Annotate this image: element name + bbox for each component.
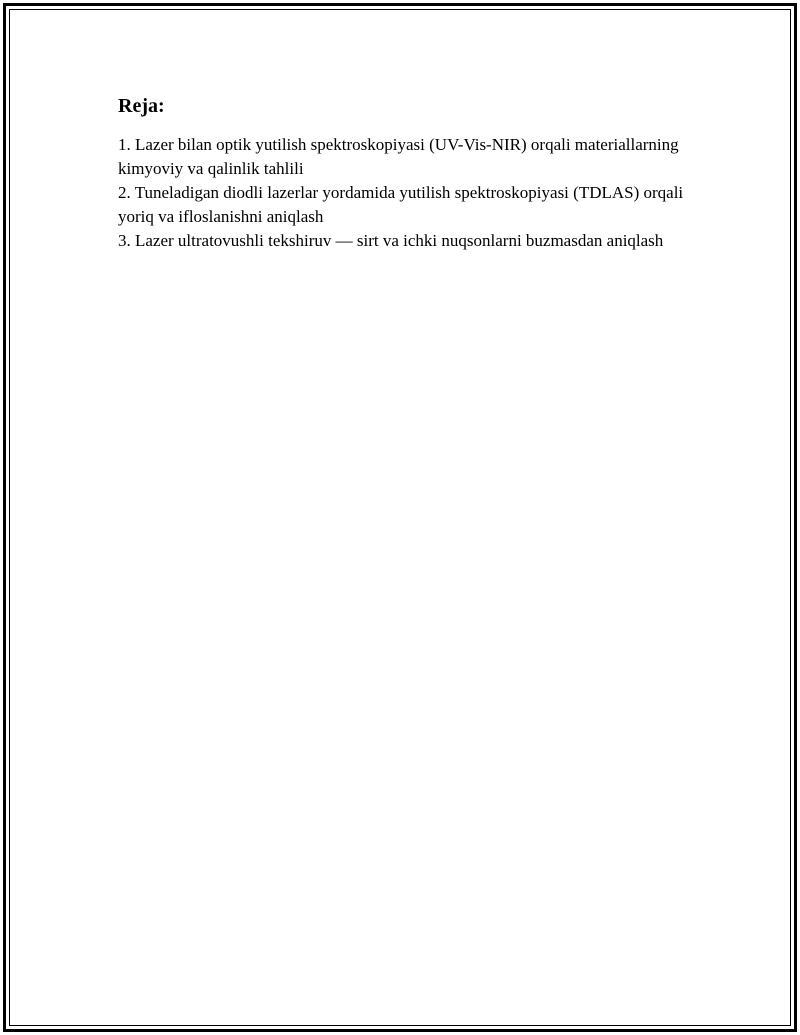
document-body bbox=[118, 93, 698, 253]
plan-item-1: 1. Lazer bilan optik yutilish spektroskopiyasi (UV-Vis-NIR) orqali materiallarning kimyoviy va qalinlik tahlili bbox=[118, 135, 679, 178]
plan-heading: Reja: bbox=[118, 95, 165, 117]
plan-item-3: 3. Lazer ultratovushli tekshiruv — sirt va ichki nuqsonlarni buzmasdan aniqlash bbox=[118, 231, 664, 250]
plan-item-2: 2. Tuneladigan diodli lazerlar yordamida yutilish spektroskopiyasi (TDLAS) orqali yoriq va ifloslanishni aniqlash bbox=[118, 183, 684, 226]
plan-list bbox=[118, 133, 698, 253]
